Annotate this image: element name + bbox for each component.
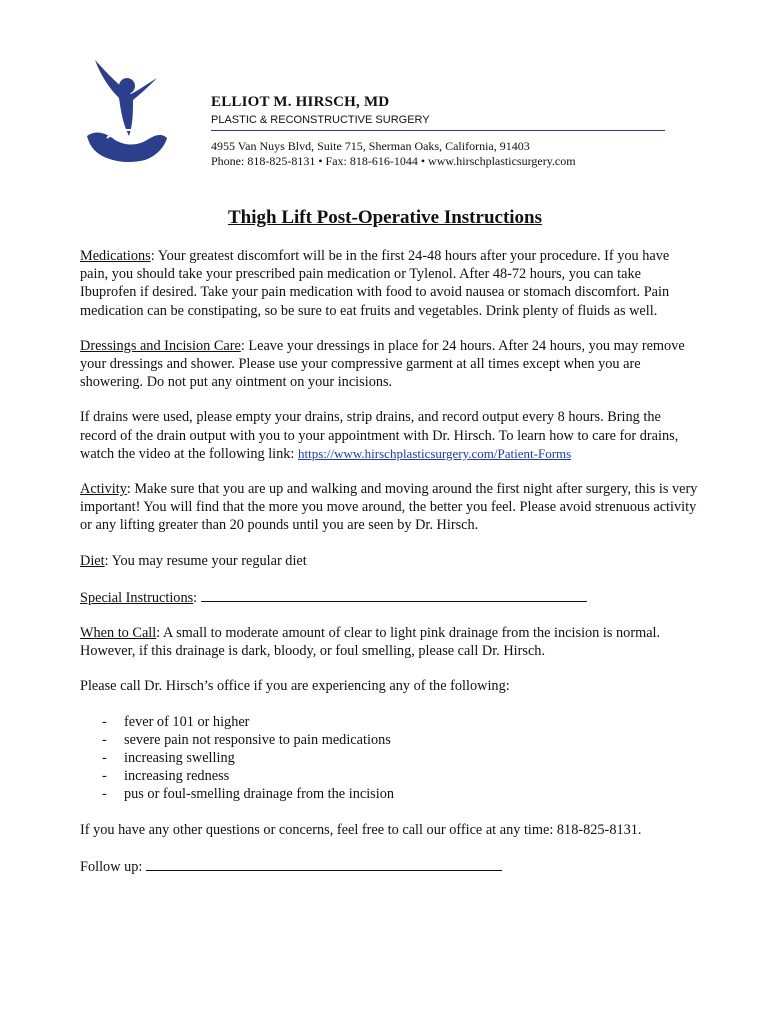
- list-bullet: -: [102, 768, 107, 785]
- symptom-text: increasing swelling: [124, 750, 235, 767]
- list-bullet: -: [102, 713, 107, 730]
- dressings-section: [80, 337, 700, 392]
- list-bullet: -: [102, 786, 107, 803]
- call-intro: Please call Dr. Hirsch’s office if you are experiencing any of the following:: [80, 678, 510, 695]
- special-instructions-colon: :: [193, 589, 201, 606]
- medications-text: : Your greatest discomfort will be in the first 24-48 hours after your procedure. If you have pain, you should take your prescribed pain medication or Tylenol. After 48-72 hours, you can take Ibuprofen if desired. Take your pain medication with food to avoid nausea or stomach discomfort. Pain medication can be constipating, so be sure to eat fruits and vegetables. Drink plenty of fluids as well.: [80, 248, 670, 319]
- dressings-text: : Leave your dressings in place for 24 hours. After 24 hours, you may remove your dressings and shower. Please use your compressive garment at all times except when you are showering. Do not put any ointment on your incisions.: [80, 337, 685, 391]
- follow-up-section: [80, 856, 700, 876]
- letterhead: [211, 93, 666, 169]
- letterhead-divider: [211, 130, 665, 131]
- diet-text: : You may resume your regular diet: [104, 552, 307, 569]
- doctor-specialty: PLASTIC & RECONSTRUCTIVE SURGERY: [211, 114, 430, 126]
- activity-text: : Make sure that you are up and walking and moving around the first night after surgery, this is very important! You will find that the more you move around, the better you feel. Please avoid strenuous activity or any lifting greater than 20 pounds until you are seen by Dr. Hirsch.: [80, 481, 698, 534]
- dressings-label: Dressings and Incision Care: [80, 337, 241, 354]
- medications-section: [80, 247, 700, 320]
- drains-section: [80, 408, 700, 463]
- symptom-text: increasing redness: [124, 768, 230, 785]
- special-instructions-blank[interactable]: [201, 587, 587, 602]
- activity-label: Activity: [80, 481, 127, 498]
- when-to-call-label: When to Call: [80, 625, 157, 642]
- page-title: Thigh Lift Post-Operative Instructions: [227, 207, 543, 228]
- symptom-list: [80, 713, 700, 804]
- list-bullet: -: [102, 750, 107, 767]
- list-item: [80, 713, 700, 731]
- doctor-name: ELLIOT M. HIRSCH, MD: [211, 94, 390, 110]
- list-item: [80, 731, 700, 749]
- follow-up-label: Follow up:: [80, 858, 146, 875]
- special-instructions-section: [80, 587, 700, 607]
- symptom-text: severe pain not responsive to pain medications: [124, 731, 391, 748]
- list-bullet: -: [102, 731, 107, 748]
- symptom-text: fever of 101 or higher: [124, 713, 250, 730]
- medications-label: Medications: [80, 248, 151, 264]
- list-item: [80, 785, 700, 803]
- office-contact: Phone: 818-825-8131 • Fax: 818-616-1044 • www.hirschplasticsurgery.com: [211, 154, 576, 168]
- diet-section: [80, 552, 700, 570]
- office-address: 4955 Van Nuys Blvd, Suite 715, Sherman Oaks, California, 91403: [211, 139, 530, 153]
- special-instructions-label: Special Instructions: [80, 589, 194, 606]
- hand-figure-logo: [85, 58, 171, 166]
- instructions-body: [80, 247, 700, 893]
- when-to-call-text: : A small to moderate amount of clear to light pink drainage from the incision is normal. However, if this drainage is dark, bloody, or foul smelling, please call Dr. Hirsch.: [80, 625, 661, 660]
- symptom-text: pus or foul-smelling drainage from the incision: [124, 786, 394, 803]
- questions-line: If you have any other questions or concerns, feel free to call our office at any time: 818-825-8131.: [80, 821, 642, 838]
- list-item: [80, 767, 700, 785]
- diet-label: Diet: [80, 552, 105, 569]
- when-to-call-section: [80, 624, 700, 660]
- patient-forms-link[interactable]: https://www.hirschplasticsurgery.com/Patient-Forms: [297, 445, 572, 461]
- activity-section: [80, 480, 700, 535]
- drains-text: If drains were used, please empty your drains, strip drains, and record output every 8 hours. Bring the record of the drain output with you to your appointment with Dr. Hirsch. To learn how to care for drains, watch the video at the following link:: [80, 409, 679, 462]
- follow-up-blank[interactable]: [146, 856, 502, 871]
- list-item: [80, 749, 700, 767]
